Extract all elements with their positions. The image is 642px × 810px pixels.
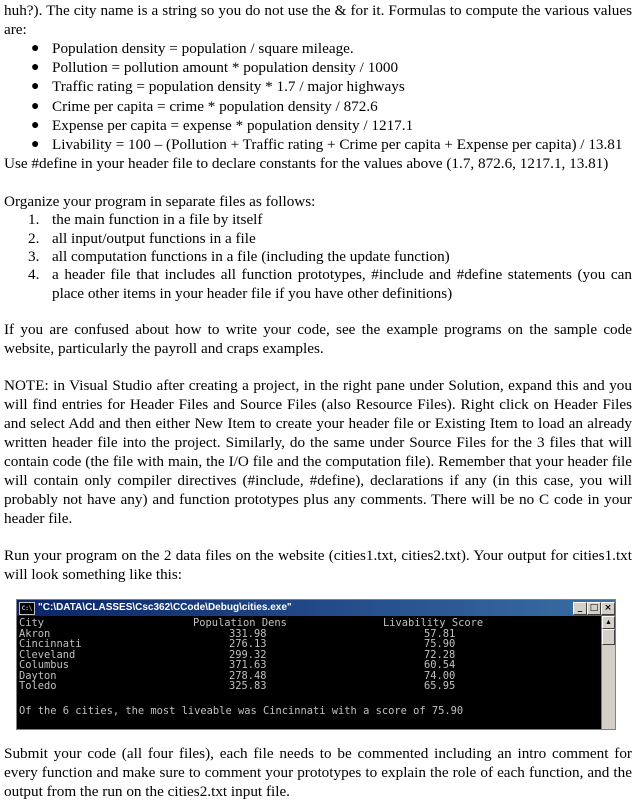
row-city: Toledo <box>19 680 57 692</box>
formula-item: ● Expense per capita = expense * population density / 1217.1 <box>31 116 414 134</box>
bullet-icon: ● <box>31 79 40 95</box>
row-density: 331.98 <box>229 627 267 640</box>
formula-item: ● Crime per capita = crime * population density / 872.6 <box>31 97 378 115</box>
row-score: 65.95 <box>424 680 456 692</box>
row-city: Cleveland <box>19 648 76 661</box>
run-paragraph: Run your program on the 2 data files on the website (cities1.txt, cities2.txt). Your output for cities1.txt will look something like this: <box>4 547 632 584</box>
row-score: 60.54 <box>424 659 456 671</box>
console-output <box>17 616 601 729</box>
row-city: Dayton <box>19 669 57 682</box>
console-titlebar[interactable] <box>17 600 615 616</box>
row-density: 276.13 <box>229 638 267 650</box>
row-density: 299.32 <box>229 648 267 661</box>
header-density: Population Dens <box>193 617 287 629</box>
minimize-button[interactable]: _ <box>573 602 587 615</box>
bullet-icon: ● <box>31 137 40 153</box>
scroll-up-icon[interactable]: ▲ <box>602 616 615 629</box>
confused-paragraph: If you are confused about how to write your code, see the example programs on the sample code website, particularly the payroll and craps examples. <box>4 321 632 358</box>
organize-item: 4. a header file that includes all function prototypes, #include and #define statements (you can place other items in your header file if you have other definitions) <box>28 266 632 302</box>
header-city: City <box>19 617 45 629</box>
console-window <box>16 599 616 730</box>
row-city: Columbus <box>19 659 70 671</box>
console-window-icon: C:\ <box>19 602 35 615</box>
header-score: Livability Score <box>383 617 484 629</box>
bullet-icon: ● <box>31 60 40 76</box>
formula-item: ● Pollution = pollution amount * population density / 1000 <box>31 59 399 77</box>
organize-item: 1. the main function in a file by itself <box>28 211 263 229</box>
row-density: 371.63 <box>229 659 267 671</box>
row-score: 75.90 <box>424 638 456 650</box>
bullet-icon: ● <box>31 98 40 114</box>
define-paragraph: Use #define in your header file to declare constants for the values above (1.7, 872.6, 1217.1, 13.81) <box>4 155 609 173</box>
console-title: "C:\DATA\CLASSES\Csc362\CCode\Debug\cities.exe" <box>38 602 292 613</box>
console-summary: Of the 6 cities, the most liveable was Cincinnati with a score of 75.90 <box>19 705 464 717</box>
formula-item: ● Population density = population / square mileage. <box>31 40 354 57</box>
close-button[interactable]: × <box>601 602 615 615</box>
visual-studio-note: NOTE: in Visual Studio after creating a project, in the right pane under Solution, expand this and you will find entries for Header Files and Source Files (also Resource Files). Right click on Header Files and select Add and then either New Item to create your header file or Existing Item to load an already written header file into the project. Similarly, do the same under Source Files for the 3 files that will contain code (the file with main, the I/O file and the computation file). Remember that your header file will contain only compiler directives (#include, #define), declarations if any (in this case, you will probably not have any) and function prototypes plus any comments. There will be no C code in your header file. <box>4 377 632 528</box>
row-city: Cincinnati <box>19 638 82 650</box>
submit-section <box>4 744 632 801</box>
organize-heading: Organize your program in separate files as follows: <box>4 193 316 211</box>
row-density: 278.48 <box>229 669 267 682</box>
row-city: Akron <box>19 627 51 640</box>
maximize-button[interactable]: □ <box>587 602 601 615</box>
submit-paragraph: Submit your code (all four files), each file needs to be commented including an intro comment for every function and make sure to comment your prototypes to explain the role of each function, and the output from the run on the cities2.txt input file. <box>4 745 632 800</box>
row-density: 325.83 <box>229 680 267 692</box>
organize-list <box>4 211 632 303</box>
organize-item: 2. all input/output functions in a file <box>28 229 256 247</box>
scroll-thumb[interactable] <box>602 629 615 645</box>
bullet-icon: ● <box>31 41 40 56</box>
organize-item: 3. all computation functions in a file (including the update function) <box>28 248 450 266</box>
row-score: 74.00 <box>424 669 456 682</box>
bullet-icon: ● <box>31 117 40 133</box>
document-page <box>4 0 632 584</box>
formula-list <box>4 39 632 154</box>
console-scrollbar[interactable] <box>601 616 615 729</box>
intro-paragraph: huh?). The city name is a string so you do not use the & for it. Formulas to compute the various values are: <box>4 2 632 38</box>
formula-item: ● Livability = 100 – (Pollution + Traffic rating + Crime per capita + Expense per capita) / 13.81 <box>31 136 623 154</box>
row-score: 72.28 <box>424 648 456 661</box>
row-score: 57.81 <box>424 627 456 640</box>
formula-item: ● Traffic rating = population density * 1.7 / major highways <box>31 78 405 96</box>
